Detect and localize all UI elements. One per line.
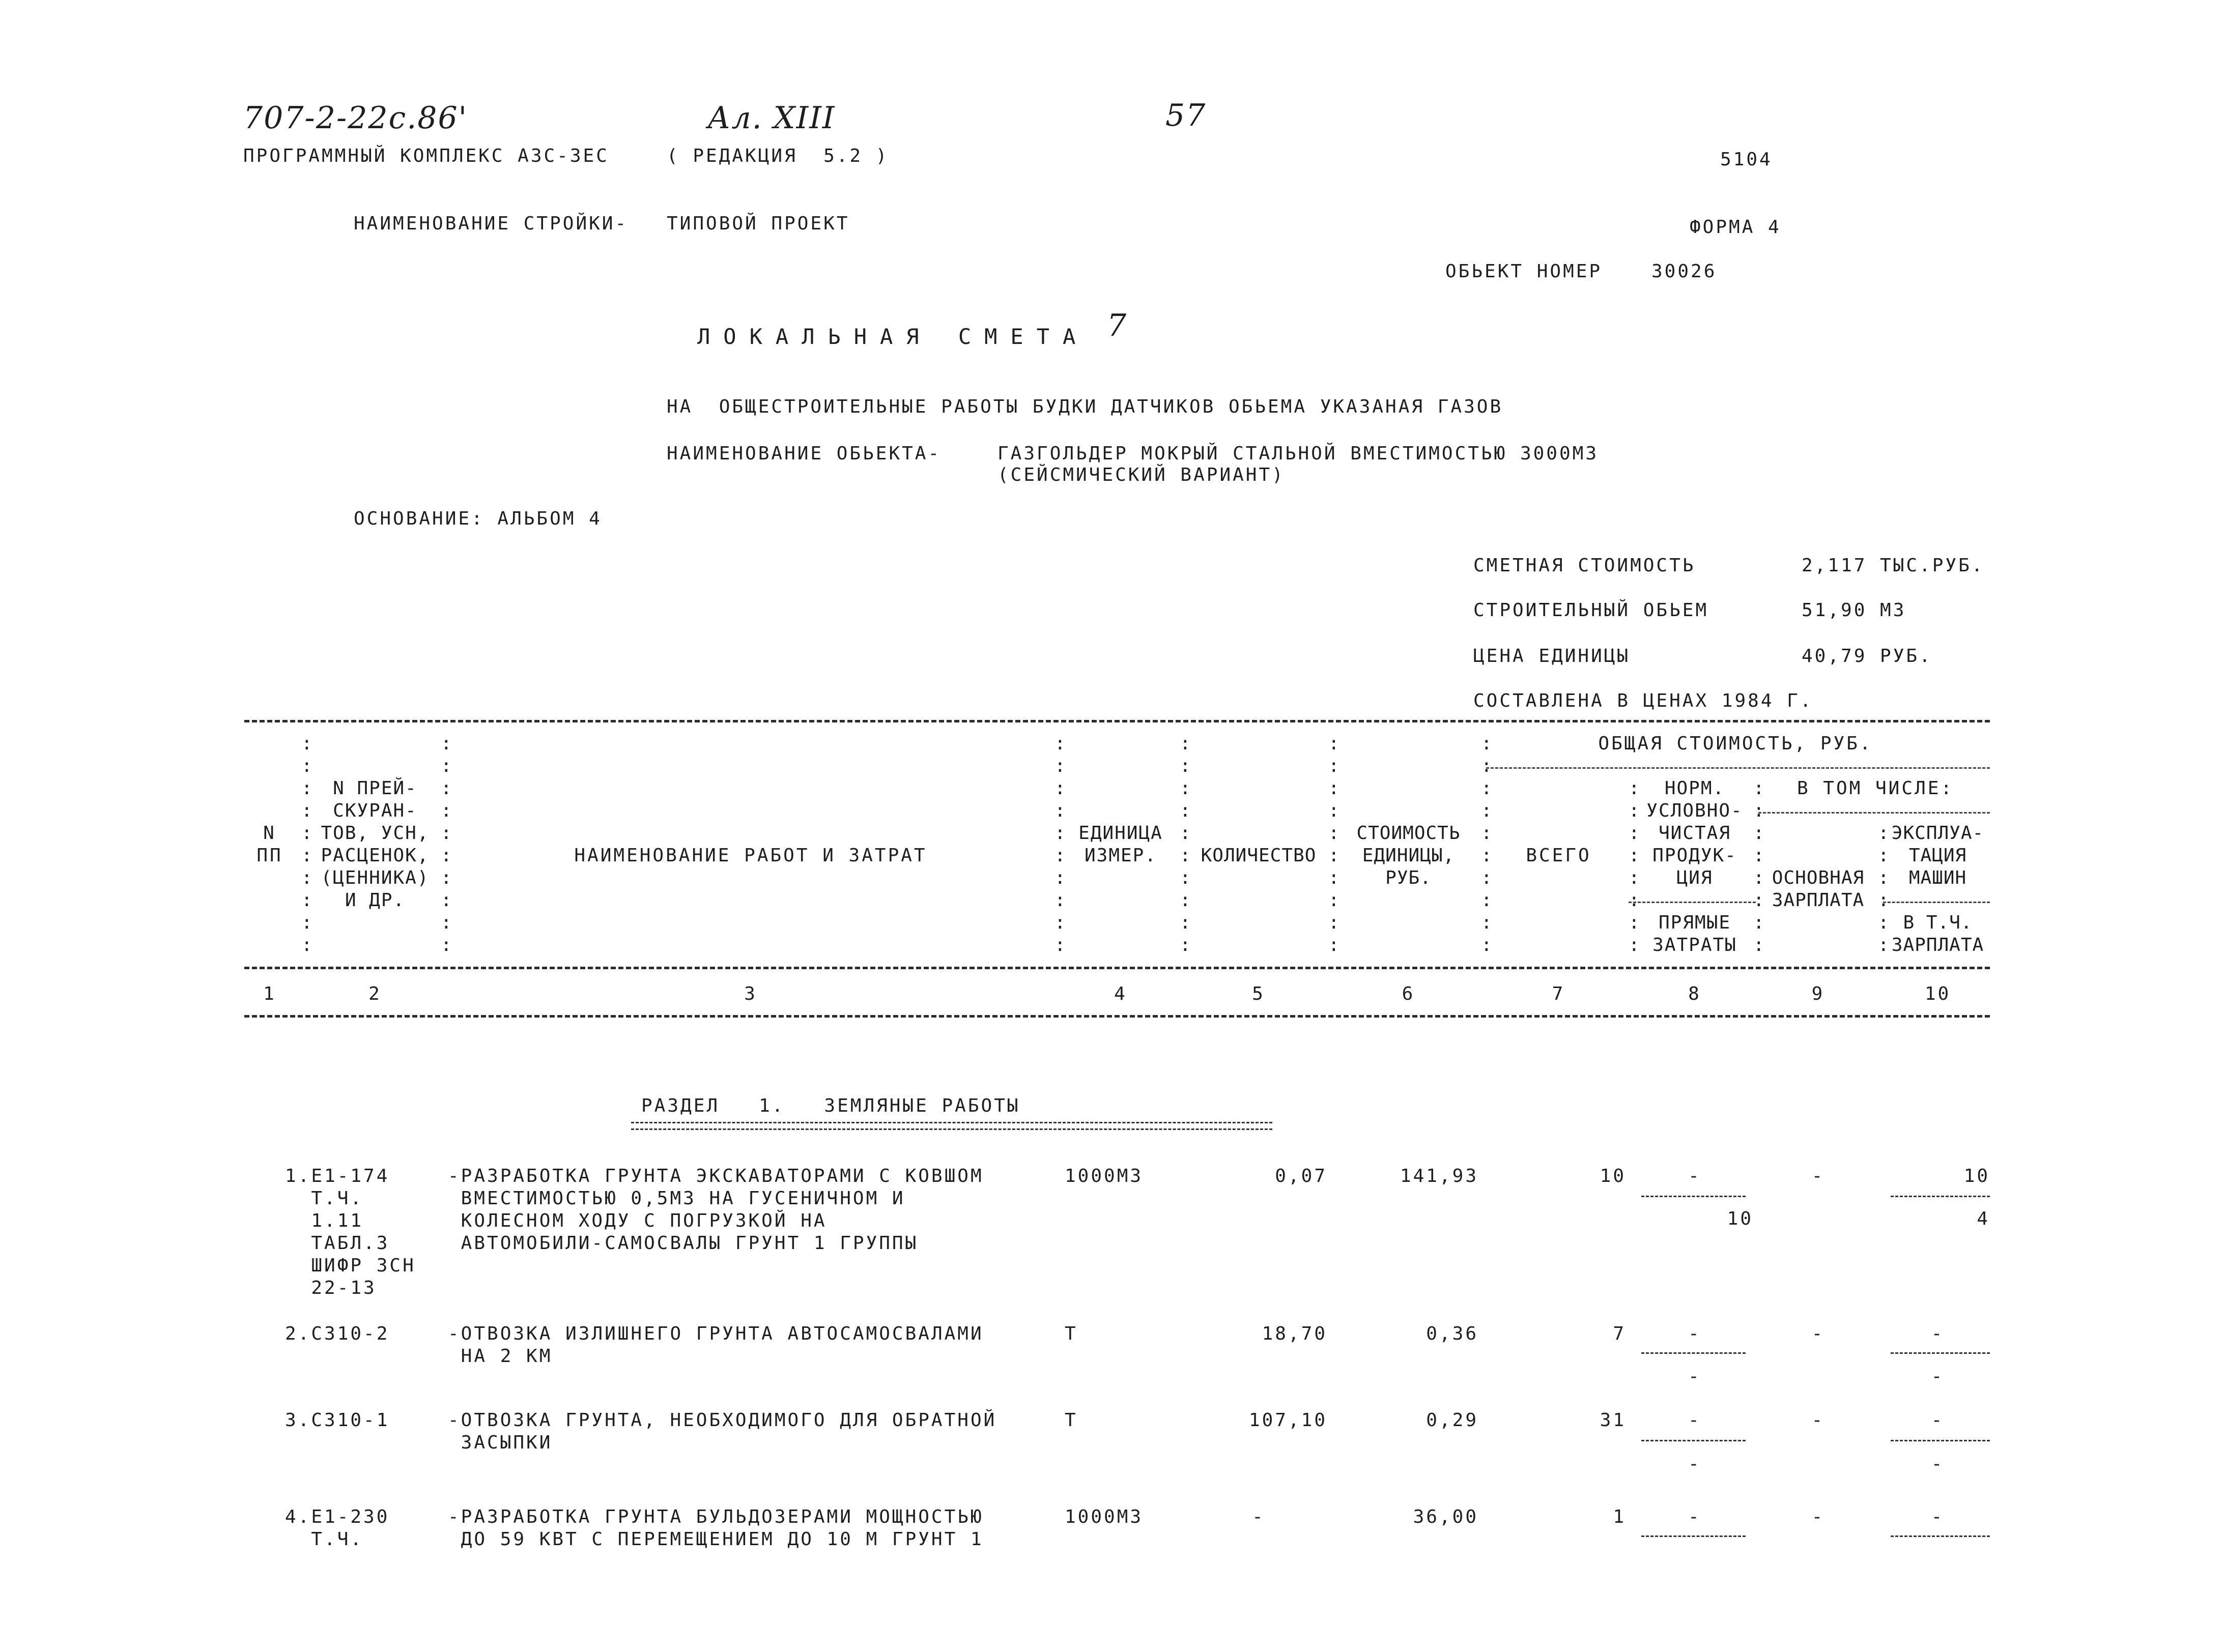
row-c8-rule [1641,1196,1746,1197]
row-qty: 18,70 [1262,1323,1327,1344]
row-qty: 107,10 [1248,1410,1327,1431]
row-price: 36,00 [1413,1506,1478,1527]
object-number-label: ОБЬЕКТ НОМЕР [1445,261,1603,282]
row-code: 4.Е1-230 Т.Ч. [285,1506,390,1550]
object-name-label: НАИМЕНОВАНИЕ ОБЬЕКТА- [667,443,942,464]
row-c9: - [1811,1506,1825,1527]
summary-value-volume: 51,90 М3 [1802,600,1906,621]
colnum-4: 4 [1114,983,1127,1004]
incl-group-rule [1758,812,1990,814]
col-sep: : : : : : : : : : : [301,733,312,955]
row-code: 3.С310-1 [285,1410,390,1431]
row-c10-top: - [1931,1323,1945,1344]
numbers-bottom-rule [244,1015,1990,1018]
summary-label-volume: СТРОИТЕЛЬНЫЙ ОБЬЕМ [1473,600,1709,621]
c8-split-rule [1629,902,1756,903]
row-c10-top: - [1931,1506,1945,1527]
section-heading: РАЗДЕЛ 1. ЗЕМЛЯНЫЕ РАБОТЫ [641,1095,1020,1116]
header-c5: КОЛИЧЕСТВО [1201,845,1317,866]
row-name: -ОТВОЗКА ГРУНТА, НЕОБХОДИМОГО ДЛЯ ОБРАТНОЙ ЗАСЫПКИ [448,1410,997,1453]
col-sep: : : : : : : : : [1629,778,1640,955]
row-c8-bottom: 10 [1727,1208,1753,1229]
stroika-value: ТИПОВОЙ ПРОЕКТ [667,213,850,234]
row-c10-rule [1891,1535,1990,1537]
row-c9: - [1811,1410,1825,1431]
header-c8: НОРМ. УСЛОВНО- ЧИСТАЯ ПРОДУК- ЦИЯ [1646,778,1743,888]
forma: ФОРМА 4 [1690,217,1781,238]
row-c8-top: - [1688,1323,1701,1344]
document-subtitle: НА ОБЩЕСТРОИТЕЛЬНЫЕ РАБОТЫ БУДКИ ДАТЧИКОВ ОБЬЕМА УКАЗАНАЯ ГАЗОВ [667,396,1503,417]
header-c10b: В Т.Ч. ЗАРПЛАТА [1891,912,1984,955]
row-unit: Т [1065,1410,1078,1431]
col-sep: : : : : : : : : [1753,778,1764,955]
row-c9: - [1811,1166,1825,1186]
summary-value-unit-price: 40,79 РУБ. [1802,646,1932,666]
colnum-5: 5 [1252,983,1265,1004]
handwritten-doc-code: 707-2-22с.86' [243,100,468,136]
row-name: -ОТВОЗКА ИЗЛИШНЕГО ГРУНТА АВТОСАМОСВАЛАМИ НА 2 КМ [448,1323,984,1367]
handwritten-smeta-number: 7 [1107,308,1128,343]
header-c1: N ПП [256,823,283,866]
row-c10-bottom: 4 [1977,1208,1990,1229]
row-code: 2.С310-2 [285,1323,390,1344]
table-top-rule [244,720,1990,722]
document-title: ЛОКАЛЬНАЯ СМЕТА [697,324,1089,349]
row-c8-rule [1641,1535,1746,1537]
col-sep: : : : : : : : : : : [1328,733,1339,955]
colnum-6: 6 [1402,983,1415,1004]
row-c8-bottom: - [1688,1454,1701,1474]
summary-label-cost: СМЕТНАЯ СТОИМОСТЬ [1473,555,1696,576]
header-c7: ВСЕГО [1526,845,1591,866]
header-c4: ЕДИНИЦА ИЗМЕР. [1078,823,1163,866]
program-name: ПРОГРАММНЫЙ КОМПЛЕКС АЗС-ЗЕС [243,146,609,166]
handwritten-page-number: 57 [1165,98,1207,133]
col-sep: : : : : : : : : : : [1054,733,1066,955]
edition: ( РЕДАКЦИЯ 5.2 ) [667,146,889,166]
header-incl-group: В ТОМ ЧИСЛЕ: [1797,778,1954,799]
row-c10-rule [1891,1440,1990,1441]
row-c10-bottom: - [1931,1454,1945,1474]
summary-value-cost: 2,117 ТЫС.РУБ. [1802,555,1985,576]
row-total: 10 [1600,1166,1626,1186]
colnum-2: 2 [368,983,382,1004]
col-sep: : : : : : : : : : : [1180,733,1191,955]
row-c10-rule [1891,1196,1990,1197]
row-price: 0,29 [1426,1410,1478,1431]
col-sep: : : : : : : [1878,823,1889,955]
colnum-10: 10 [1924,983,1951,1004]
colnum-8: 8 [1688,983,1701,1004]
header-c8b: ПРЯМЫЕ ЗАТРАТЫ [1652,912,1737,955]
header-c6: СТОИМОСТЬ ЕДИНИЦЫ, РУБ. [1356,823,1461,888]
colnum-9: 9 [1811,983,1825,1004]
stroika-label: НАИМЕНОВАНИЕ СТРОЙКИ- [354,213,629,234]
row-qty: - [1252,1506,1265,1527]
header-c2: N ПРЕЙ- СКУРАН- ТОВ, УСН, РАСЦЕНОК, (ЦЕННИКА) И ДР. [321,778,430,911]
header-c9: ОСНОВНАЯ ЗАРПЛАТА [1772,867,1865,911]
header-total-group: ОБЩАЯ СТОИМОСТЬ, РУБ. [1598,733,1873,754]
row-c10-bottom: - [1931,1366,1945,1387]
row-price: 0,36 [1426,1323,1478,1344]
total-group-rule [1486,767,1990,769]
section-underline [631,1122,1272,1130]
row-c10-rule [1891,1352,1990,1354]
row-c10-top: - [1931,1410,1945,1431]
doc-code: 5104 [1720,149,1773,170]
row-unit: 1000М3 [1065,1506,1144,1527]
header-c3: НАИМЕНОВАНИЕ РАБОТ И ЗАТРАТ [574,845,927,866]
row-c8-rule [1641,1440,1746,1441]
basis: ОСНОВАНИЕ: АЛЬБОМ 4 [354,508,602,529]
header-c10: ЭКСПЛУА- ТАЦИЯ МАШИН [1891,823,1984,888]
row-total: 7 [1613,1323,1626,1344]
row-price: 141,93 [1400,1166,1478,1186]
handwritten-album: Ал. XIII [707,100,836,136]
colnum-1: 1 [263,983,276,1004]
row-c8-top: - [1688,1410,1701,1431]
row-total: 31 [1600,1410,1626,1431]
row-c8-rule [1641,1352,1746,1354]
object-number: 30026 [1651,261,1717,282]
colnum-7: 7 [1552,983,1565,1004]
row-c9: - [1811,1323,1825,1344]
prices-note: СОСТАВЛЕНА В ЦЕНАХ 1984 Г. [1473,690,1813,711]
row-name: -РАЗРАБОТКА ГРУНТА ЭКСКАВАТОРАМИ С КОВШОМ ВМЕСТИМОСТЬЮ 0,5М3 НА ГУСЕНИЧНОМ И КОЛЕСНОМ ХОДУ С ПОГРУЗКОЙ НА АВТОМОБИЛИ-САМОСВАЛЫ ГРУНТ 1 ГРУППЫ [448,1166,984,1254]
object-name-line2: (СЕЙСМИЧЕСКИЙ ВАРИАНТ) [997,465,1285,485]
object-name-line1: ГАЗГОЛЬДЕР МОКРЫЙ СТАЛЬНОЙ ВМЕСТИМОСТЬЮ 3000М3 [997,443,1599,464]
row-unit: 1000М3 [1065,1166,1144,1186]
c10-split-rule [1883,902,1990,903]
header-bottom-rule [244,967,1990,969]
col-sep: : : : : : : : : : : [441,733,452,955]
row-c8-top: - [1688,1506,1701,1527]
row-c8-top: - [1688,1166,1701,1186]
row-c10-top: 10 [1963,1166,1990,1186]
row-c8-bottom: - [1688,1366,1701,1387]
row-qty: 0,07 [1275,1166,1327,1186]
summary-label-unit-price: ЦЕНА ЕДИНИЦЫ [1473,646,1631,666]
row-name: -РАЗРАБОТКА ГРУНТА БУЛЬДОЗЕРАМИ МОЩНОСТЬЮ ДО 59 КВТ С ПЕРЕМЕЩЕНИЕМ ДО 10 М ГРУНТ 1 [448,1506,984,1550]
row-unit: Т [1065,1323,1078,1344]
col-sep: : : : : : : : : : : [1481,733,1492,955]
row-total: 1 [1613,1506,1626,1527]
row-code: 1.Е1-174 Т.Ч. 1.11 ТАБЛ.3 ШИФР ЗСН 22-13 [285,1166,416,1298]
colnum-3: 3 [744,983,757,1004]
